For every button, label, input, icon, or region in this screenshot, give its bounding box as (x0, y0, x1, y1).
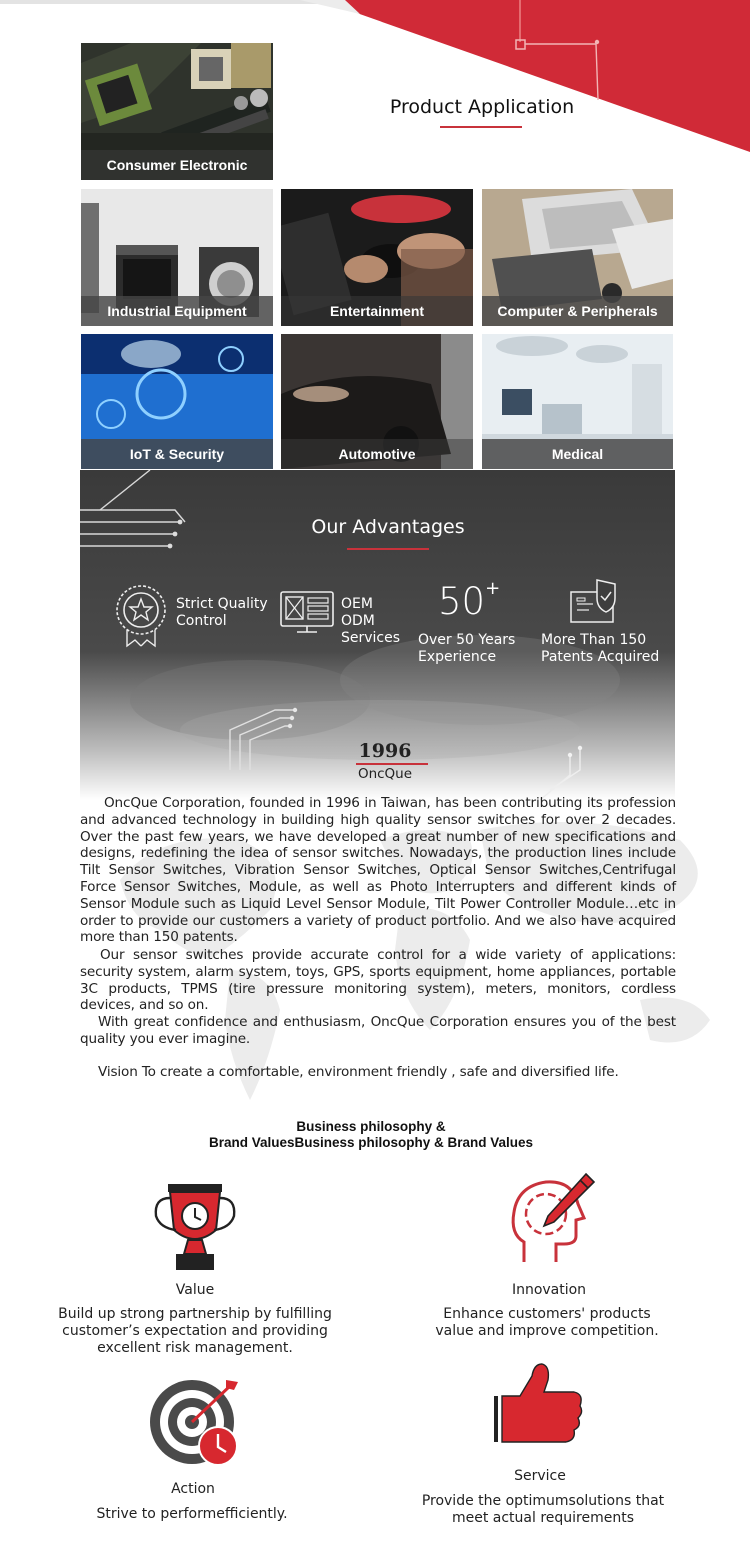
business-philosophy-title: Business philosophy & Brand ValuesBusiness philosophy & Brand Values (208, 1119, 534, 1150)
title-underline (440, 126, 522, 128)
tile-caption: Industrial Equipment (81, 296, 273, 326)
thumbs-up-icon (492, 1362, 584, 1444)
innovation-heading: Innovation (511, 1282, 587, 1298)
tile-caption: Medical (482, 439, 673, 469)
advantage-years-number: 50+ (438, 578, 501, 623)
advantage-oem-label: OEM ODM Services (341, 596, 401, 646)
action-heading: Action (171, 1481, 215, 1497)
about-paragraph-3: With great confidence and enthusiasm, OncQue Corporation ensures you of the best quality you ever imagine. (80, 1014, 676, 1047)
founded-year: 1996 (358, 740, 412, 762)
tile-automotive[interactable] (281, 334, 473, 469)
service-description: Provide the optimumsolutions that meet actual requirements (421, 1493, 665, 1526)
monitor-icon (279, 590, 335, 636)
about-paragraph-1: OncQue Corporation, founded in 1996 in Taiwan, has been contributing its profession and advanced technology in building high quality sensor switches for over 2 decades. Over the past few years, we have developed a great number of new specifications and designs, redefining the idea of sensor switches. Nowadays, the production lines include Tilt Sensor Switches, Vibration Sensor Switches, Optical Sensor Switches,Centrifugal Force Sensor Switches, Module, as well as Photo Interrupters and different kinds of Sensor Module such as Liquid Level Sensor Module, Tilt Power Controller Module…etc in order to provide our customers a variety of product portfolio. And we also have acquired more than 150 patents. (80, 795, 676, 946)
advantage-years-label: Over 50 Years Experience (418, 632, 516, 665)
tile-caption: Computer & Peripherals (482, 296, 673, 326)
advantage-quality-label: Strict Quality Control (176, 596, 268, 629)
tile-iot-security[interactable] (81, 334, 273, 469)
value-heading: Value (175, 1282, 215, 1298)
action-description: Strive to performefficiently. (96, 1506, 288, 1522)
tile-industrial-equipment[interactable] (81, 189, 273, 326)
about-paragraph-2: Our sensor switches provide accurate control for a wide variety of applications: security system, alarm system, toys, GPS, sports equipment, home appliances, portable 3C products, TPMS (tire pressure monitoring system), meters, monitors, cordless devices, and so on. (80, 947, 676, 1014)
patent-shield-icon (569, 578, 621, 626)
target-clock-icon (146, 1376, 242, 1468)
tile-caption: Entertainment (281, 296, 473, 326)
advantage-patents-label: More Than 150 Patents Acquired (541, 632, 660, 665)
trophy-icon (152, 1182, 238, 1274)
tile-computer-peripherals[interactable] (482, 189, 673, 326)
about-vision: Vision To create a comfortable, environment friendly , safe and diversified life. (98, 1064, 619, 1080)
innovation-head-pencil-icon (506, 1172, 596, 1264)
company-name: OncQue (357, 766, 413, 782)
tile-entertainment[interactable] (281, 189, 473, 326)
section-title-product-application: Product Application (389, 96, 575, 118)
service-heading: Service (514, 1468, 566, 1484)
tile-caption: Automotive (281, 439, 473, 469)
tile-caption: IoT & Security (81, 439, 273, 469)
title-underline (347, 548, 429, 550)
tile-caption: Consumer Electronic (81, 150, 273, 180)
innovation-description: Enhance customers' products value and improve competition. (435, 1306, 659, 1339)
tile-medical[interactable] (482, 334, 673, 469)
advantages-panel (80, 470, 675, 800)
section-title-our-advantages: Our Advantages (311, 516, 465, 538)
quality-medal-icon (113, 584, 169, 648)
value-description: Build up strong partnership by fulfilling customer’s expectation and providing excellent risk management. (58, 1306, 332, 1356)
year-underline (356, 763, 428, 765)
tile-consumer-electronic[interactable] (81, 43, 273, 180)
